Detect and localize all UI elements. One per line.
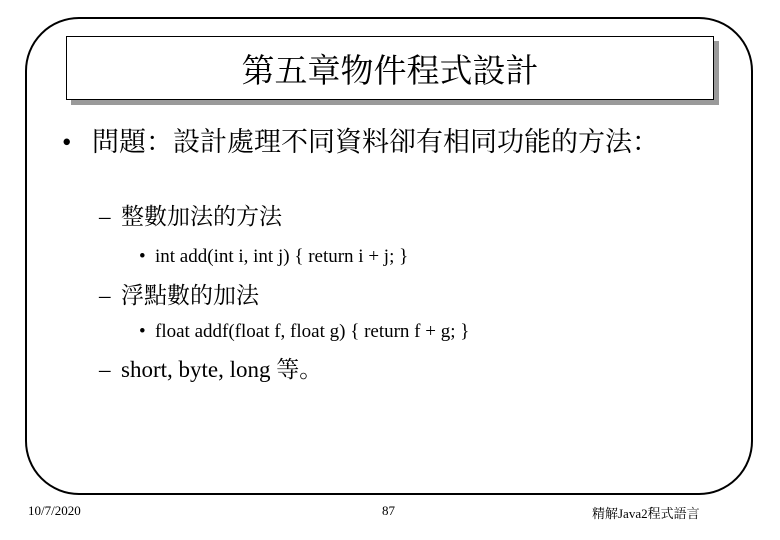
bullet-marker: • — [139, 321, 146, 342]
footer-page-number: 87 — [382, 503, 395, 518]
bullet-marker: • — [62, 127, 72, 157]
bullet-text: 問題：設計處理不同資料卻有相同功能的方法： — [92, 127, 659, 157]
dash-marker: – — [99, 283, 111, 308]
dash-marker: – — [99, 357, 111, 382]
bullet-text: 整數加法的方法 — [121, 204, 282, 229]
code-text: int add(int i, int j) { return i + j; } — [155, 246, 409, 267]
bullet-text: short, byte, long 等。 — [121, 357, 323, 382]
bullet-marker: • — [139, 246, 146, 267]
bullet-level2 — [99, 202, 282, 232]
bullet-level3 — [139, 319, 469, 345]
bullet-level1 — [62, 122, 722, 162]
title-box — [66, 36, 714, 100]
bullet-level2 — [99, 355, 322, 385]
footer-date: 10/7/2020 — [28, 503, 81, 518]
code-text: float addf(float f, float g) { return f + g; } — [155, 321, 470, 342]
slide-title: 第五章物件程式設計 — [241, 53, 539, 90]
dash-marker: – — [99, 204, 111, 229]
bullet-text: 浮點數的加法 — [121, 283, 259, 308]
bullet-level3 — [139, 244, 408, 270]
bullet-level2 — [99, 281, 259, 311]
footer-course-name: 精解Java2程式語言 — [592, 506, 700, 521]
